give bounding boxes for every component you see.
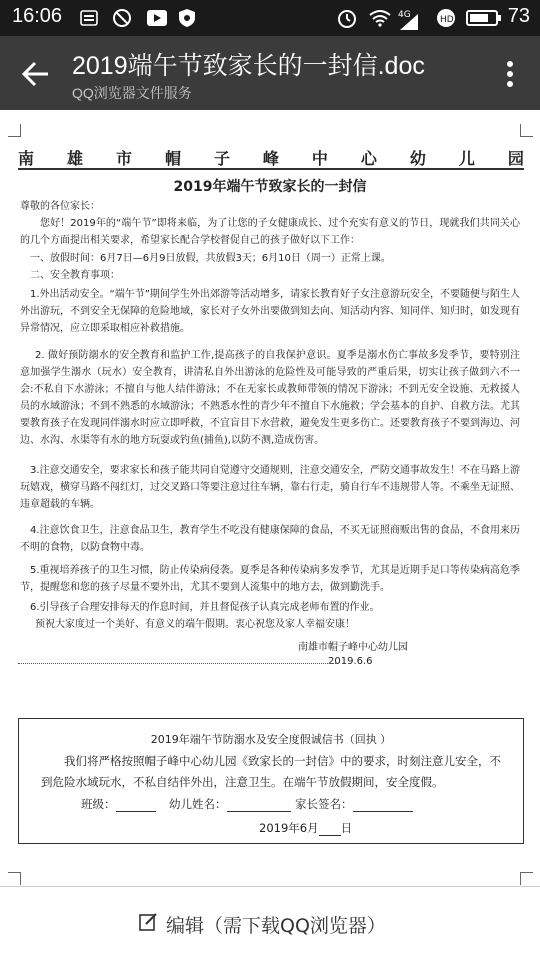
paragraph: 6.引导孩子合理安排每天的作息时间，并且督促孩子认真完成老师布置的作业。 xyxy=(30,602,380,613)
paragraph: 您好！2019年的“端午节”即将来临，为了让您的子女健康成长、过个充实有意义的节日，现就我们共同关心的几个方面提出相关要求，希望家长配合学校督促自己的孩子做好以下工作： xyxy=(20,218,520,246)
greeting: 尊敬的各位家长： xyxy=(20,201,100,212)
app-bar xyxy=(0,36,540,110)
wifi-icon xyxy=(368,9,392,27)
news-icon xyxy=(80,9,98,27)
receipt-form xyxy=(18,718,524,844)
paragraph: 3.注意交通安全，要求家长和孩子能共同自觉遵守交通规则，注意交通安全，严防交通事故发生！不在马路上游玩嬉戏，横穿马路不闯红灯，过交叉路口等要注意过往车辆，靠右行走，骑自行车不违规带人等。不乘坐无证照、违章超载的车辆。 xyxy=(20,465,520,510)
block-icon xyxy=(112,9,132,27)
document-title: 2019年端午节致家长的一封信 xyxy=(173,179,367,195)
paragraph: 一、放假时间：6月7日—6月9日放假，共放假3天；6月10日（周一）正常上课。 xyxy=(30,253,391,264)
crop-mark xyxy=(520,872,533,885)
header-rule xyxy=(18,168,524,170)
status-time: 16:06 xyxy=(12,5,63,27)
bottom-bar xyxy=(0,886,540,961)
hd-icon xyxy=(436,9,456,27)
crop-mark xyxy=(8,872,21,885)
battery-icon xyxy=(466,9,502,27)
document-view[interactable] xyxy=(0,110,540,886)
signature: 南雄市帽子峰中心幼儿园 xyxy=(298,642,408,653)
signal-icon xyxy=(400,13,420,31)
receipt-title: 2019年端午节防溺水及安全度假诚信书（回执 ） xyxy=(150,733,392,746)
status-bar xyxy=(0,0,540,36)
paragraph: 二、安全教育事项： xyxy=(30,270,120,281)
class-field[interactable]: 班级： xyxy=(81,796,156,812)
receipt-body: 我们将严格按照帽子峰中心幼儿园《致家长的一封信》中的要求，时刻注意儿安全，不到危险水域玩水，不私自结伴外出，注意卫生。在端午节放假期间，安全度假。 xyxy=(41,754,501,789)
arrow-left-icon[interactable] xyxy=(20,58,52,90)
more-vert-icon[interactable] xyxy=(506,58,514,90)
battery-level: 73 xyxy=(507,5,530,27)
edit-icon xyxy=(138,912,158,937)
file-title: 2019端午节致家长的一封信.doc xyxy=(72,52,425,80)
play-icon xyxy=(146,9,168,27)
crop-mark xyxy=(8,124,21,137)
letter-date: 2019.6.6 xyxy=(328,656,373,667)
shield-icon xyxy=(178,9,196,27)
paragraph: 2. 做好预防溺水的安全教育和监护工作,提高孩子的自我保护意识。夏季是溺水伤亡事故多发季节，要特别注意加强学生溺水（玩水）安全教育，讲清私自外出游泳的危险性及可能导致的严重后果，切实让孩子做到六不一会:不私自下水游泳；不擅自与他人结伴游泳；不在无家长或教师带领的情况下游泳；不到无安全设施、无救援人员的水域游泳；不到不熟悉的水域游泳；不熟悉水性的青少年不擅自下水施救；学会基本的自护、自救方法。尤其要教育孩子在发现同伴溺水时应立即呼救，不宜盲目下水营救，避免发生更多伤亡。还要教育孩子不要到海边、河边、水沟、水渠等有水的地方玩耍或钓鱼(捕鱼),以防不测,造成伤害。 xyxy=(20,350,520,446)
school-name-header: 南 雄 市 帽 子 峰 中 心 幼 儿 园 xyxy=(18,149,524,168)
alarm-icon xyxy=(336,9,358,27)
paragraph: 5.重视培养孩子的卫生习惯，防止传染病侵袭。夏季是各种传染病多发季节，尤其是近期手足口等传染病高危季节，提醒您和您的孩子尽量不要外出，尤其不要到人流集中的地方去，做到勤洗手。 xyxy=(20,565,520,593)
child-name-field[interactable]: 幼儿姓名： xyxy=(169,796,291,812)
parent-signature-field[interactable]: 家长签名： xyxy=(295,796,413,812)
crop-mark xyxy=(520,124,533,137)
file-subtitle: QQ浏览器文件服务 xyxy=(72,85,192,101)
receipt-date[interactable]: 2019年6月 日 xyxy=(259,821,353,835)
paragraph: 4.注意饮食卫生，注意食品卫生，教育学生不吃没有健康保障的食品，不买无证照商贩出售的食品，不食用来历不明的食物，以防食物中毒。 xyxy=(20,525,520,553)
paragraph: 1.外出活动安全。“端午节”期间学生外出郊游等活动增多，请家长教育好子女注意游玩安全，不要随便与陌生人外出游玩，不到安全无保障的危险地域，家长对子女外出要做到知去向、知活动内容、知同伴、知归时，如发现有异常情况，应立即采取相应补救措施。 xyxy=(20,289,520,334)
edit-label: 编辑（需下载QQ浏览器） xyxy=(166,914,386,937)
network-type: 4G xyxy=(398,10,411,20)
cut-line xyxy=(18,663,336,664)
edit-button[interactable] xyxy=(138,909,386,939)
paragraph: 预祝大家度过一个美好、有意义的端午假期。衷心祝您及家人幸福安康！ xyxy=(35,619,355,630)
svg-text:HD: HD xyxy=(440,15,454,25)
